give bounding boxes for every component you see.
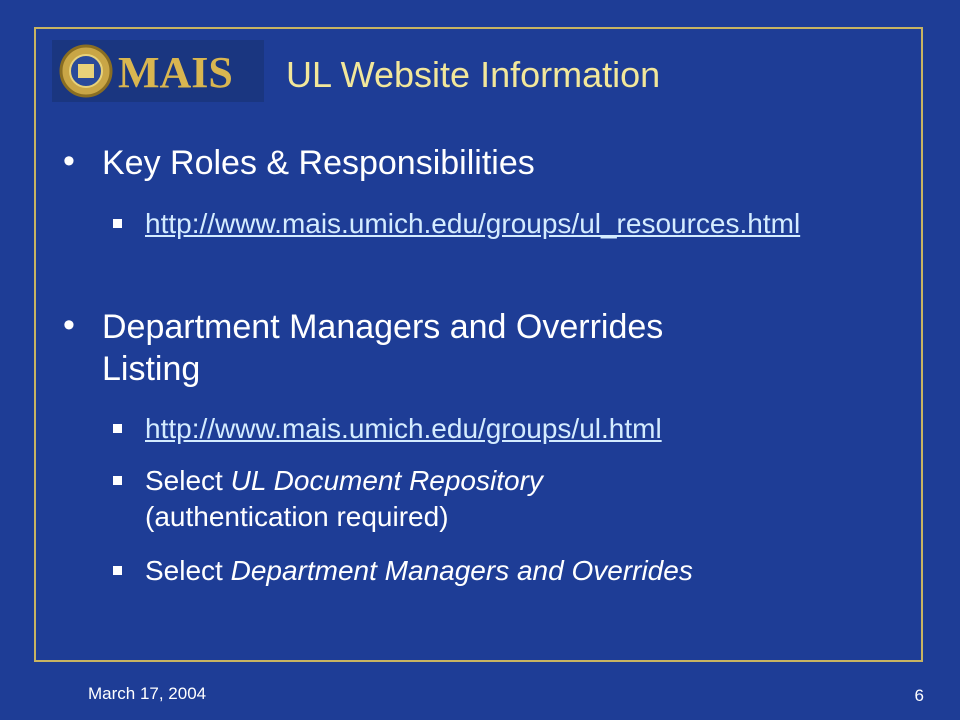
square-bullet-icon [113, 219, 122, 228]
bullet-label: Key Roles & Responsibilities [102, 144, 535, 182]
bullet-dot-icon: • [63, 306, 75, 344]
square-bullet-icon [113, 476, 122, 485]
slide-title: UL Website Information [286, 54, 661, 95]
square-bullet-icon [113, 566, 122, 575]
bullet-dot-icon: • [63, 142, 75, 180]
mais-logo [52, 40, 264, 102]
bullet-label-line1: Department Managers and Overrides [102, 308, 664, 346]
page-number: 6 [914, 686, 924, 705]
square-bullet-icon [113, 424, 122, 433]
logo-text: MAIS [118, 48, 233, 97]
dept-managers-name: Department Managers and Overrides [230, 555, 693, 586]
ul-resources-link[interactable]: http://www.mais.umich.edu/groups/ul_resources.html [145, 208, 801, 239]
bullet-label-line2: Listing [102, 350, 201, 388]
auth-required-note: (authentication required) [145, 501, 449, 532]
select-prefix: Select [145, 555, 231, 586]
repository-name: UL Document Repository [230, 465, 543, 496]
footer-date: March 17, 2004 [88, 684, 207, 703]
select-prefix: Select [145, 465, 231, 496]
ul-html-link[interactable]: http://www.mais.umich.edu/groups/ul.html [145, 413, 662, 444]
